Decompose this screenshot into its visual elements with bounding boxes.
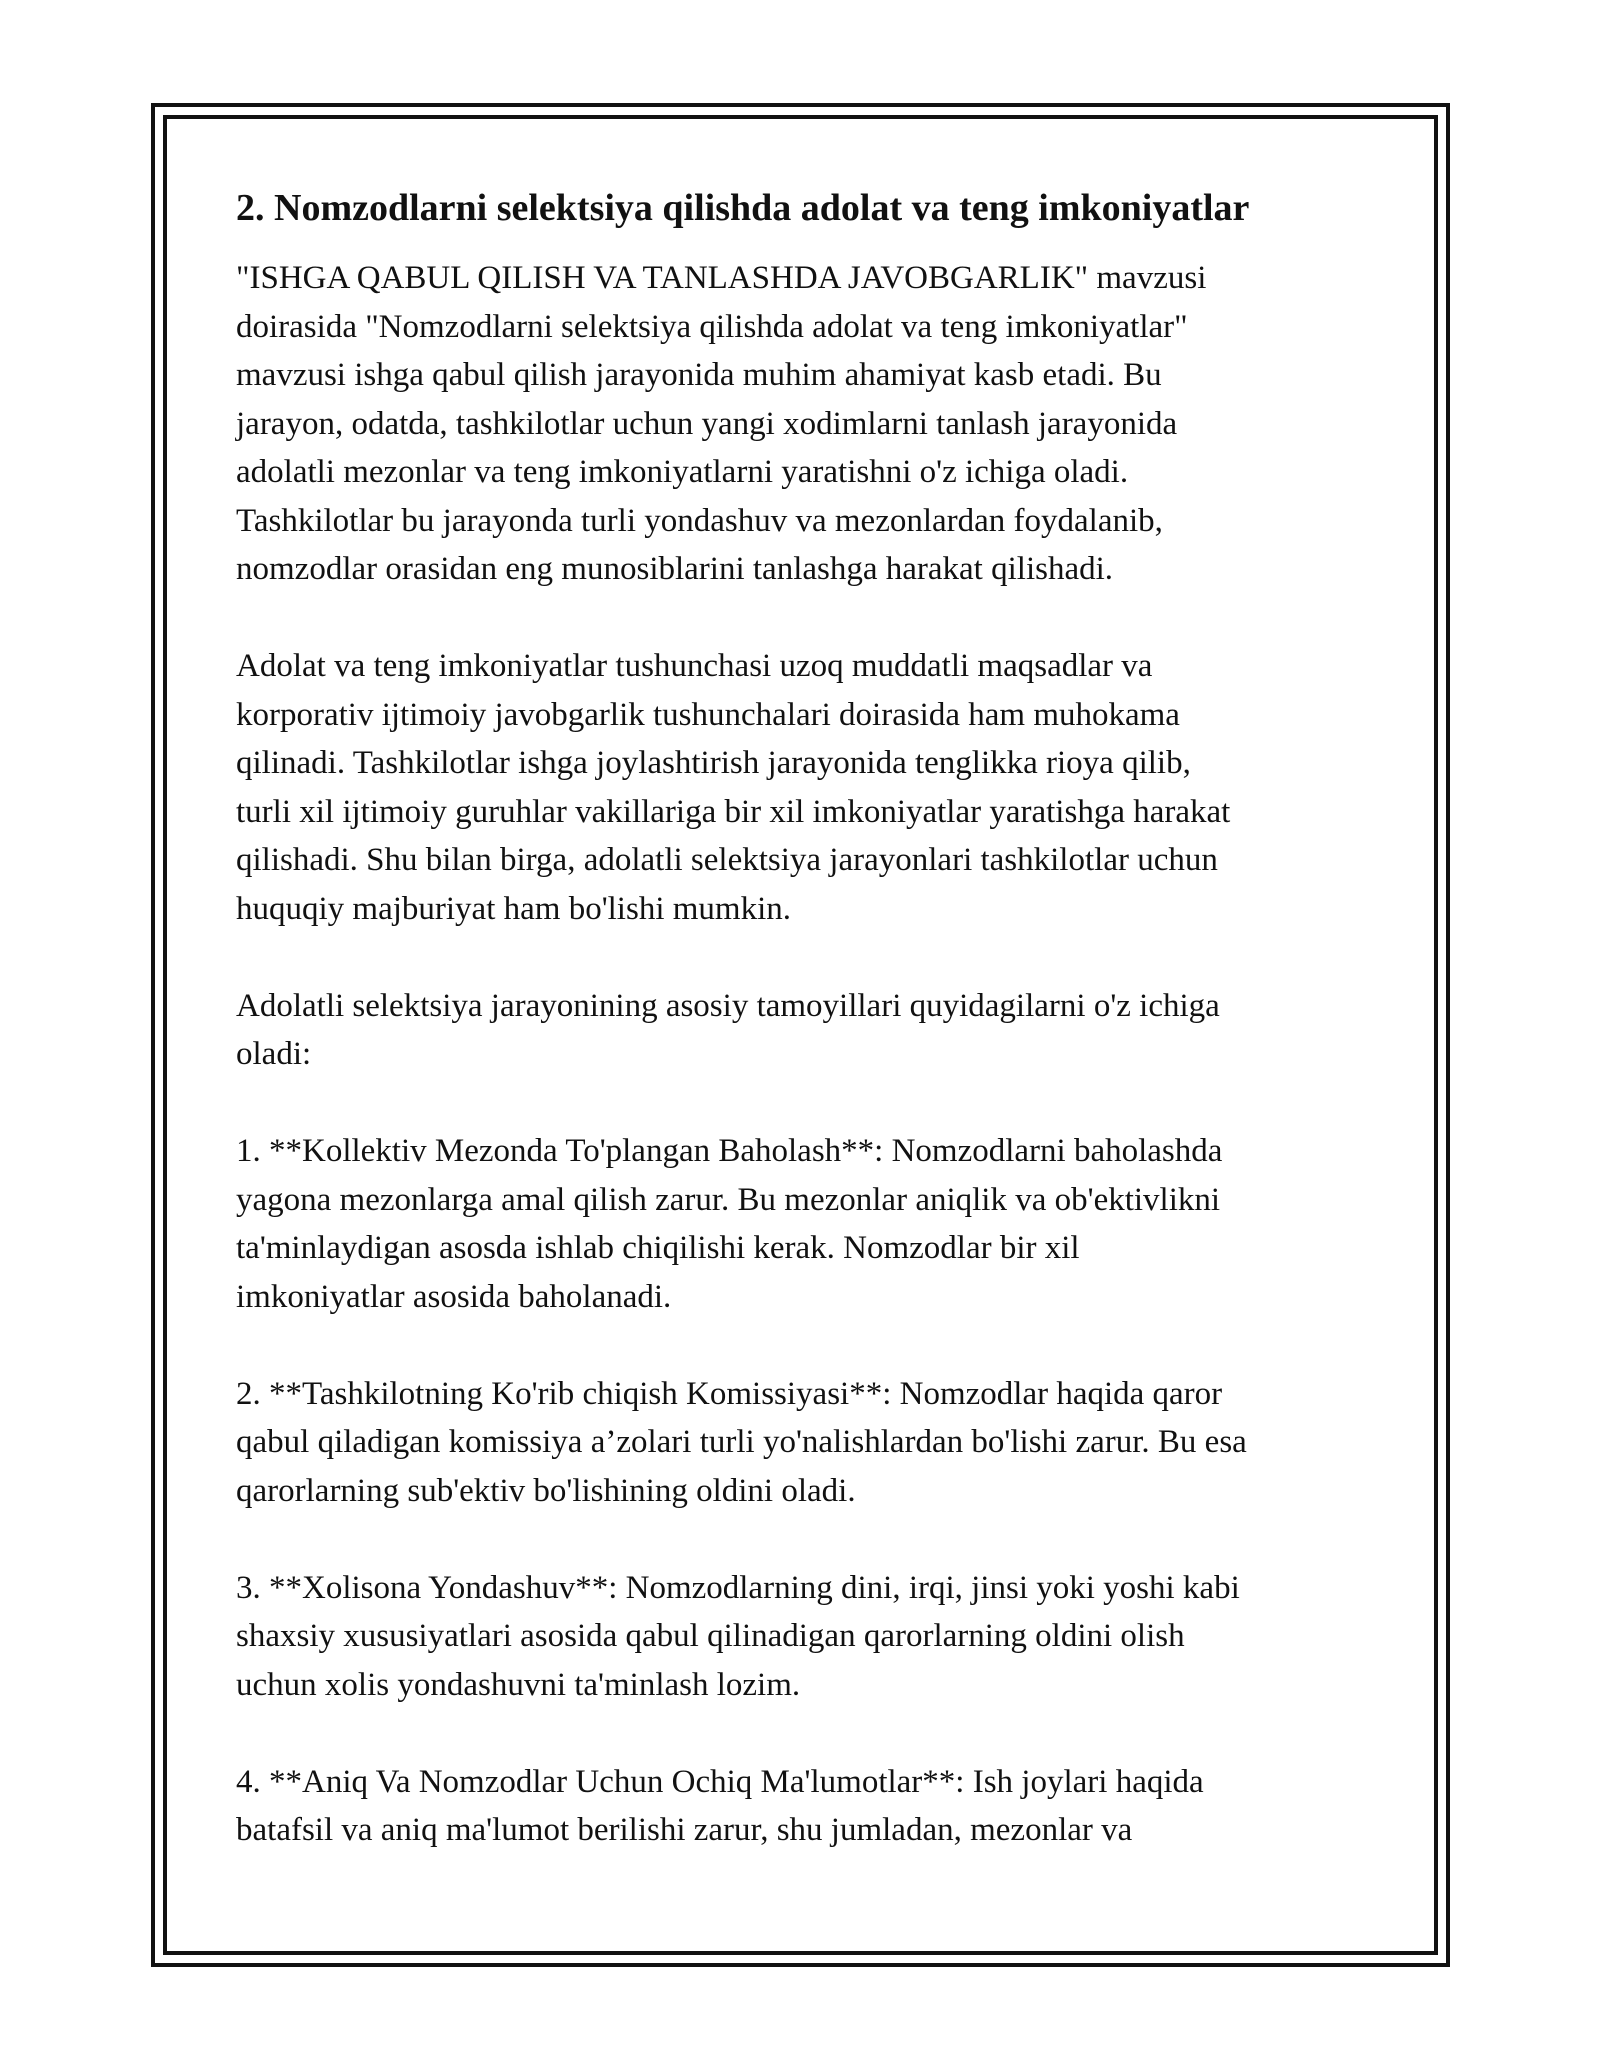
intro-paragraph: "ISHGA QABUL QILISH VA TANLASHDA JAVOBGARLIK" mavzusi doirasida "Nomzodlarni selektsiya qilishda adolat va teng imkoniyatlar" mavzusi ishga qabul qilish jarayonida muhim ahamiyat kasb etadi. Bu jarayon, odatda, tashkilotlar uchun yangi xodimlarni tanlash jarayonida adolatli mezonlar va teng imkoniyatlarni yaratishni o'z ichiga oladi. Tashkilotlar bu jarayonda turli yondashuv va mezonlardan foydalanib, nomzodlar orasidan eng munosiblarini tanlashga harakat qilishadi. xyxy=(236,260,1207,587)
principle-1-paragraph: 1. **Kollektiv Mezonda To'plangan Baholash**: Nomzodlarni baholashda yagona mezonlarga amal qilish zarur. Bu mezonlar aniqlik va ob'ektivlikni ta'minlaydigan asosda ishlab chiqilishi kerak. Nomzodlar bir xil imkoniyatlar asosida baholanadi. xyxy=(236,1133,1223,1315)
concept-paragraph: Adolat va teng imkoniyatlar tushunchasi uzoq muddatli maqsadlar va korporativ ijtimoiy javobgarlik tushunchalari doirasida ham muhokama qilinadi. Tashkilotlar ishga joylashtirish jarayonida tenglikka rioya qilib, turli xil ijtimoiy guruhlar vakillariga bir xil imkoniyatlar yaratishga harakat qilishadi. Shu bilan birga, adolatli selektsiya jarayonlari tashkilotlar uchun huquqiy majburiyat ham bo'lishi mumkin. xyxy=(236,648,1231,927)
principles-intro-paragraph: Adolatli selektsiya jarayonining asosiy tamoyillari quyidagilarni o'z ichiga oladi: xyxy=(236,987,1220,1072)
principle-2-paragraph: 2. **Tashkilotning Ko'rib chiqish Komissiyasi**: Nomzodlar haqida qaror qabul qiladigan komissiya a’zolari turli yo'nalishlardan bo'lishi zarur. Bu esa qarorlarning sub'ektiv bo'lishining oldini oladi. xyxy=(236,1375,1247,1509)
principle-4-paragraph: 4. **Aniq Va Nomzodlar Uchun Ochiq Ma'lumotlar**: Ish joylari haqida batafsil va aniq ma'lumot berilishi zarur, shu jumladan, mezonlar va xyxy=(236,1763,1204,1848)
section-heading: 2. Nomzodlarni selektsiya qilishda adolat va teng imkoniyatlar xyxy=(236,187,1250,229)
principle-3-paragraph: 3. **Xolisona Yondashuv**: Nomzodlarning dini, irqi, jinsi yoki yoshi kabi shaxsiy xususiyatlari asosida qabul qilinadigan qarorlarning oldini olish uchun xolis yondashuvni ta'minlash lozim. xyxy=(236,1569,1240,1703)
document-body xyxy=(236,184,1376,1903)
